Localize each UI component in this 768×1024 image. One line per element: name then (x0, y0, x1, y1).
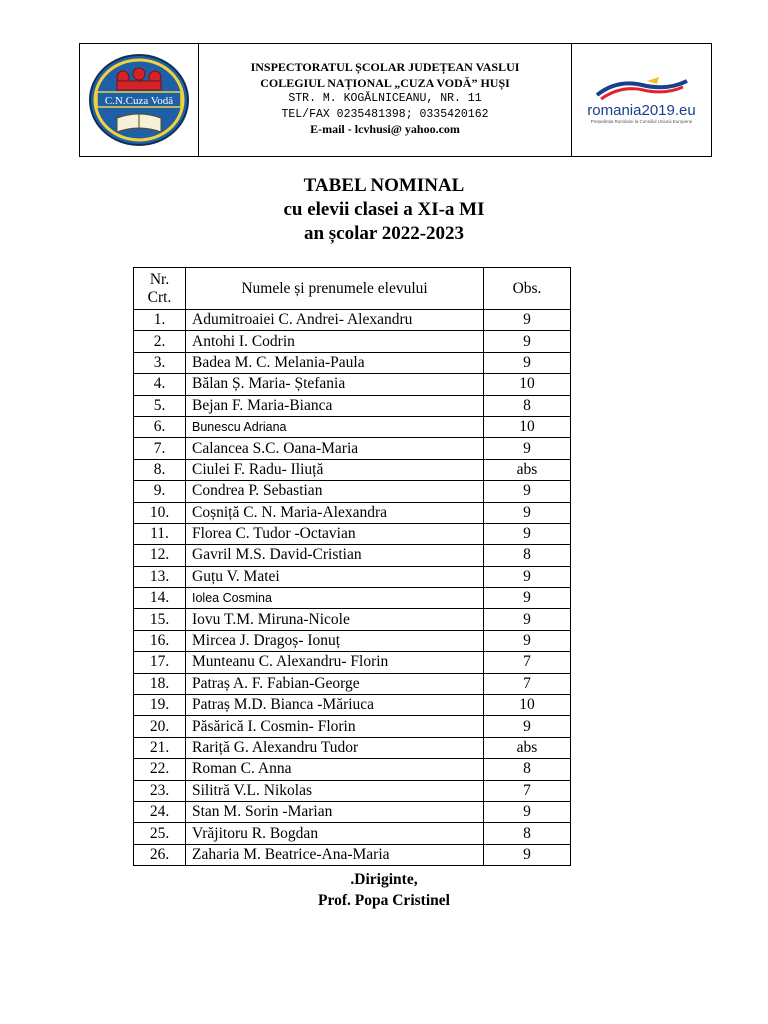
student-obs: 9 (484, 609, 571, 630)
school-email: E-mail - lcvhusi@ yahoo.com (310, 122, 460, 136)
eu-presidency-subtitle: Președinția României la Consiliul Uniunii Europene (590, 119, 693, 124)
row-number: 26. (134, 844, 186, 865)
row-number: 24. (134, 801, 186, 822)
row-number: 23. (134, 780, 186, 801)
row-number: 22. (134, 759, 186, 780)
student-name: Păsărică I. Cosmin- Florin (186, 716, 484, 737)
table-header-row (134, 268, 571, 310)
table-row (134, 545, 571, 566)
student-obs: 9 (484, 481, 571, 502)
student-obs: 7 (484, 673, 571, 694)
table-row (134, 780, 571, 801)
student-obs: 9 (484, 566, 571, 587)
student-obs: 8 (484, 395, 571, 416)
row-number: 20. (134, 716, 186, 737)
student-obs: 9 (484, 331, 571, 352)
student-name: Rariță G. Alexandru Tudor (186, 737, 484, 758)
header-nr: Nr. (149, 270, 170, 288)
row-number: 25. (134, 823, 186, 844)
table-row (134, 352, 571, 373)
student-name: Vrăjitoru R. Bogdan (186, 823, 484, 844)
table-row (134, 652, 571, 673)
table-row (134, 737, 571, 758)
table-row (134, 801, 571, 822)
student-name: Roman C. Anna (186, 759, 484, 780)
student-name: Munteanu C. Alexandru- Florin (186, 652, 484, 673)
school-year: an școlar 2022-2023 (303, 223, 465, 244)
student-obs: abs (484, 459, 571, 480)
student-obs: 9 (484, 523, 571, 544)
student-obs: 8 (484, 545, 571, 566)
row-number: 5. (134, 395, 186, 416)
row-number: 6. (134, 416, 186, 437)
row-number: 15. (134, 609, 186, 630)
student-name: Iovu T.M. Miruna-Nicole (186, 609, 484, 630)
table-row (134, 630, 571, 651)
row-number: 7. (134, 438, 186, 459)
student-name: Gavril M.S. David-Cristian (186, 545, 484, 566)
student-obs: 10 (484, 416, 571, 437)
student-name: Adumitroaiei C. Andrei- Alexandru (186, 310, 484, 331)
row-number: 11. (134, 523, 186, 544)
signature-role: .Diriginte, (350, 871, 418, 888)
row-number: 16. (134, 630, 186, 651)
table-row (134, 695, 571, 716)
table-row (134, 459, 571, 480)
student-obs: 10 (484, 374, 571, 395)
header-name: Numele și prenumele elevului (186, 268, 484, 310)
row-number: 17. (134, 652, 186, 673)
table-row (134, 716, 571, 737)
student-obs: 7 (484, 652, 571, 673)
student-obs: 9 (484, 630, 571, 651)
header-obs: Obs. (484, 268, 571, 310)
table-row (134, 331, 571, 352)
student-name: Stan M. Sorin -Marian (186, 801, 484, 822)
row-number: 21. (134, 737, 186, 758)
table-row (134, 481, 571, 502)
student-obs: 8 (484, 759, 571, 780)
school-name: COLEGIUL NAȚIONAL „CUZA VODĂ” HUȘI (260, 75, 510, 90)
student-name: Condrea P. Sebastian (186, 481, 484, 502)
header-crt: Crt. (147, 288, 172, 306)
row-number: 4. (134, 374, 186, 395)
row-number: 18. (134, 673, 186, 694)
table-row (134, 566, 571, 587)
student-obs: 9 (484, 310, 571, 331)
student-name: Bălan Ș. Maria- Ștefania (186, 374, 484, 395)
row-number: 14. (134, 588, 186, 609)
student-name: Zaharia M. Beatrice-Ana-Maria (186, 844, 484, 865)
school-address: STR. M. KOGĂLNICEANU, NR. 11 (288, 92, 482, 105)
student-name: Coșniță C. N. Maria-Alexandra (186, 502, 484, 523)
table-row (134, 523, 571, 544)
student-name: Guțu V. Matei (186, 566, 484, 587)
student-obs: 8 (484, 823, 571, 844)
student-obs: 9 (484, 502, 571, 523)
school-logo (87, 52, 191, 148)
eu-presidency-emblem (587, 75, 697, 103)
table-row (134, 823, 571, 844)
student-name: Antohi I. Codrin (186, 331, 484, 352)
student-obs: 7 (484, 780, 571, 801)
row-number: 9. (134, 481, 186, 502)
row-number: 12. (134, 545, 186, 566)
student-name: Patraș M.D. Bianca -Măriuca (186, 695, 484, 716)
student-obs: 9 (484, 844, 571, 865)
school-header-text (199, 44, 572, 156)
table-row (134, 310, 571, 331)
student-name: Silitră V.L. Nikolas (186, 780, 484, 801)
student-name: Patraș A. F. Fabian-George (186, 673, 484, 694)
row-number: 2. (134, 331, 186, 352)
table-row (134, 438, 571, 459)
table-row (134, 673, 571, 694)
class-subtitle: cu elevii clasei a XI-a MI (283, 199, 485, 220)
table-row (134, 844, 571, 865)
student-name: Iolea Cosmina (186, 588, 484, 609)
row-number: 1. (134, 310, 186, 331)
eu-presidency-brand: romania2019.eu (587, 102, 696, 119)
signature-name: Prof. Popa Cristinel (318, 892, 450, 909)
student-name: Badea M. C. Melania-Paula (186, 352, 484, 373)
student-obs: 9 (484, 438, 571, 459)
student-name: Calancea S.C. Oana-Maria (186, 438, 484, 459)
row-number: 13. (134, 566, 186, 587)
table-row (134, 395, 571, 416)
student-obs: abs (484, 737, 571, 758)
document-title: TABEL NOMINAL (303, 175, 465, 196)
letterhead (79, 43, 712, 157)
table-row (134, 374, 571, 395)
svg-text:C.N.Cuza Vodă: C.N.Cuza Vodă (104, 95, 174, 107)
student-obs: 9 (484, 801, 571, 822)
row-number: 19. (134, 695, 186, 716)
student-obs: 10 (484, 695, 571, 716)
student-obs: 9 (484, 588, 571, 609)
student-name: Bejan F. Maria-Bianca (186, 395, 484, 416)
school-logo-cell (80, 44, 199, 156)
row-number: 3. (134, 352, 186, 373)
student-name: Bunescu Adriana (186, 416, 484, 437)
header-nr-crt (134, 268, 186, 310)
table-row (134, 609, 571, 630)
student-obs: 9 (484, 352, 571, 373)
students-table (133, 267, 571, 866)
table-row (134, 416, 571, 437)
student-name: Ciulei F. Radu- Iliuță (186, 459, 484, 480)
row-number: 10. (134, 502, 186, 523)
eu-presidency-logo (572, 44, 711, 156)
student-name: Mircea J. Dragoș- Ionuț (186, 630, 484, 651)
school-phone: TEL/FAX 0235481398; 0335420162 (281, 107, 489, 121)
table-row (134, 759, 571, 780)
student-obs: 9 (484, 716, 571, 737)
inspectorate-name: INSPECTORATUL ȘCOLAR JUDEȚEAN VASLUI (250, 60, 520, 74)
table-row (134, 588, 571, 609)
table-row (134, 502, 571, 523)
row-number: 8. (134, 459, 186, 480)
student-name: Florea C. Tudor -Octavian (186, 523, 484, 544)
